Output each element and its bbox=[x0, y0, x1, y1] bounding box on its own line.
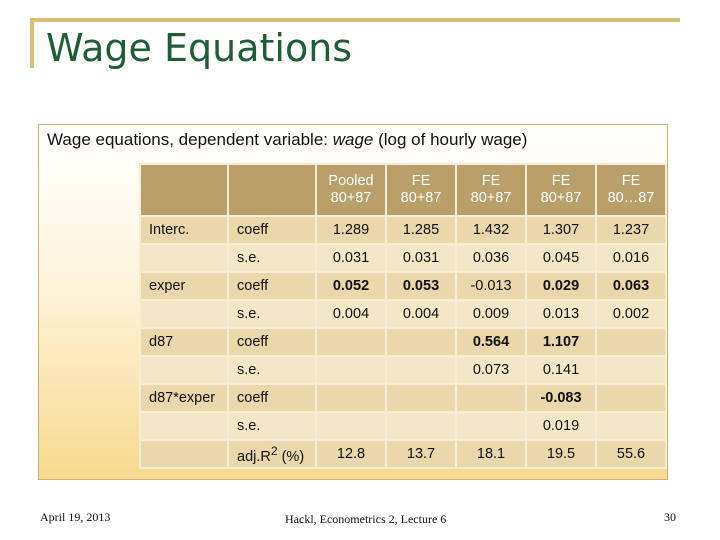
table-cell bbox=[316, 328, 386, 356]
table-row bbox=[140, 216, 666, 244]
row-variable: exper bbox=[140, 272, 228, 300]
adj-r2-unit: (%) bbox=[277, 448, 305, 465]
header-col-3-line1: FE bbox=[481, 173, 501, 189]
table-cell: 1.432 bbox=[456, 216, 526, 244]
table-row bbox=[140, 356, 666, 384]
table-cell: 0.141 bbox=[526, 356, 596, 384]
row-statistic: s.e. bbox=[228, 300, 316, 328]
row-variable bbox=[140, 440, 228, 468]
table-cell: 1.307 bbox=[526, 216, 596, 244]
row-statistic-adj-r2 bbox=[228, 440, 316, 468]
table-cell: -0.083 bbox=[526, 384, 596, 412]
header-blank-stat bbox=[228, 164, 316, 216]
header-col-1-line2: 80+87 bbox=[330, 190, 372, 206]
table-cell: 0.031 bbox=[316, 244, 386, 272]
row-statistic: coeff bbox=[228, 216, 316, 244]
header-col-5 bbox=[596, 164, 666, 216]
header-col-4-line2: 80+87 bbox=[540, 190, 582, 206]
row-variable bbox=[140, 356, 228, 384]
table-cell bbox=[456, 384, 526, 412]
row-variable: Interc. bbox=[140, 216, 228, 244]
table-cell: 0.045 bbox=[526, 244, 596, 272]
wage-equations-table bbox=[139, 163, 667, 469]
table-cell: 0.004 bbox=[316, 300, 386, 328]
table-cell: 0.002 bbox=[596, 300, 666, 328]
table-cell bbox=[386, 328, 456, 356]
table-cell: 0.009 bbox=[456, 300, 526, 328]
table-cell: 1.107 bbox=[526, 328, 596, 356]
table-cell: 0.016 bbox=[596, 244, 666, 272]
table-cell bbox=[596, 412, 666, 440]
frame-left-line bbox=[30, 18, 34, 68]
adj-r2-superscript: 2 bbox=[270, 443, 278, 458]
table-row bbox=[140, 244, 666, 272]
table-cell: 19.5 bbox=[526, 440, 596, 468]
table-row bbox=[140, 272, 666, 300]
header-blank-var bbox=[140, 164, 228, 216]
table-row bbox=[140, 384, 666, 412]
header-col-1-line1: Pooled bbox=[328, 173, 374, 189]
row-variable bbox=[140, 300, 228, 328]
row-variable: d87*exper bbox=[140, 384, 228, 412]
table-header-row bbox=[140, 164, 666, 216]
table-cell: 0.564 bbox=[456, 328, 526, 356]
slide-title: Wage Equations bbox=[46, 26, 353, 70]
caption-suffix: (log of hourly wage) bbox=[373, 130, 528, 149]
frame-top-line bbox=[30, 18, 680, 22]
row-statistic: coeff bbox=[228, 272, 316, 300]
table-cell: 0.029 bbox=[526, 272, 596, 300]
table-cell: 1.285 bbox=[386, 216, 456, 244]
table-row bbox=[140, 440, 666, 468]
table-cell: 13.7 bbox=[386, 440, 456, 468]
table-cell bbox=[386, 412, 456, 440]
table-cell bbox=[316, 384, 386, 412]
header-col-5-line1: FE bbox=[621, 173, 641, 189]
row-statistic: s.e. bbox=[228, 244, 316, 272]
row-statistic: coeff bbox=[228, 384, 316, 412]
table-cell: 0.004 bbox=[386, 300, 456, 328]
table-cell: 0.013 bbox=[526, 300, 596, 328]
table-caption bbox=[47, 130, 527, 150]
header-col-2-line2: 80+87 bbox=[400, 190, 442, 206]
table-cell bbox=[386, 356, 456, 384]
table-row bbox=[140, 300, 666, 328]
row-variable bbox=[140, 412, 228, 440]
table-cell: 0.063 bbox=[596, 272, 666, 300]
table-cell: 12.8 bbox=[316, 440, 386, 468]
table-cell: -0.013 bbox=[456, 272, 526, 300]
table-cell: 18.1 bbox=[456, 440, 526, 468]
table-cell: 1.289 bbox=[316, 216, 386, 244]
table-cell bbox=[316, 412, 386, 440]
content-box bbox=[38, 124, 668, 480]
table-row bbox=[140, 328, 666, 356]
caption-italic: wage bbox=[332, 130, 374, 149]
header-col-2 bbox=[386, 164, 456, 216]
table-cell: 0.052 bbox=[316, 272, 386, 300]
header-col-3-line2: 80+87 bbox=[470, 190, 512, 206]
table-cell: 0.073 bbox=[456, 356, 526, 384]
table-cell bbox=[596, 384, 666, 412]
row-statistic: s.e. bbox=[228, 356, 316, 384]
table-cell bbox=[386, 384, 456, 412]
table-cell bbox=[316, 356, 386, 384]
table-cell: 0.031 bbox=[386, 244, 456, 272]
footer-course: Hackl, Econometrics 2, Lecture 6 bbox=[285, 512, 447, 526]
table-cell: 0.036 bbox=[456, 244, 526, 272]
page-number: 30 bbox=[664, 510, 676, 524]
row-variable bbox=[140, 244, 228, 272]
table-cell bbox=[596, 356, 666, 384]
header-col-2-line1: FE bbox=[411, 173, 431, 189]
table-cell: 55.6 bbox=[596, 440, 666, 468]
row-statistic: coeff bbox=[228, 328, 316, 356]
row-variable: d87 bbox=[140, 328, 228, 356]
header-col-5-line2: 80…87 bbox=[607, 190, 655, 206]
footer-date: April 19, 2013 bbox=[40, 510, 111, 524]
header-col-1 bbox=[316, 164, 386, 216]
table-cell bbox=[456, 412, 526, 440]
table-cell bbox=[596, 328, 666, 356]
header-col-4-line1: FE bbox=[551, 173, 571, 189]
header-col-3 bbox=[456, 164, 526, 216]
adj-r2-label: adj.R bbox=[237, 448, 271, 465]
table-row bbox=[140, 412, 666, 440]
table-cell: 1.237 bbox=[596, 216, 666, 244]
row-statistic: s.e. bbox=[228, 412, 316, 440]
table-cell: 0.019 bbox=[526, 412, 596, 440]
header-col-4 bbox=[526, 164, 596, 216]
caption-prefix: Wage equations, dependent variable: bbox=[47, 130, 333, 149]
table-cell: 0.053 bbox=[386, 272, 456, 300]
